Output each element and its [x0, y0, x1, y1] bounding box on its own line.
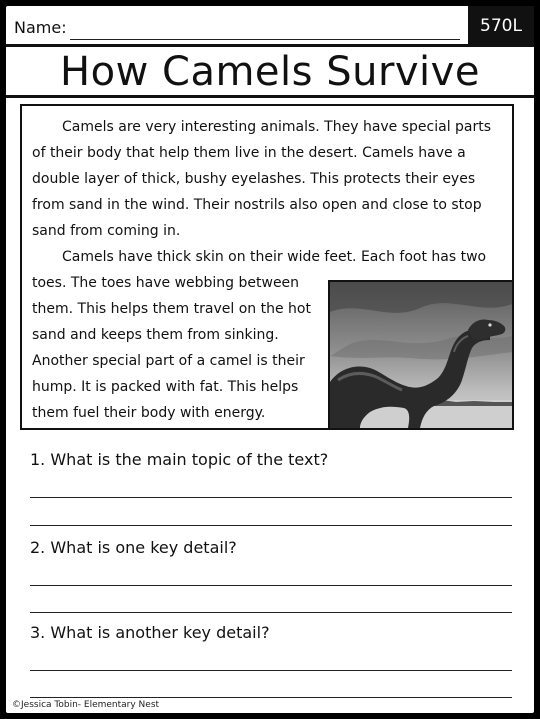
- question-1: 1. What is the main topic of the text?: [30, 450, 329, 469]
- header-row: [6, 6, 534, 44]
- answer-line-3b[interactable]: [30, 697, 512, 698]
- question-2: 2. What is one key detail?: [30, 538, 237, 557]
- camel-photo: [328, 280, 514, 430]
- name-label: Name:: [14, 18, 67, 37]
- answer-line-2b[interactable]: [30, 612, 512, 613]
- title-bar: [6, 44, 534, 98]
- name-line[interactable]: [70, 39, 460, 40]
- reading-passage: [20, 104, 514, 430]
- passage-paragraph-1: Camels are very interesting animals. They have special parts of their body that help them live in the desert. Camels have a double layer of thick, bushy eyelashes. This protects their eyes from sand in the wind. Their nostrils also open and close to stop sand from coming in.: [32, 119, 492, 239]
- passage-paragraph-2-top: Camels have thick skin on their wide feet. Each foot has two: [62, 249, 487, 265]
- question-3: 3. What is another key detail?: [30, 623, 270, 642]
- answer-line-2a[interactable]: [30, 585, 512, 586]
- passage-paragraph-2-wrap: toes. The toes have webbing between them. This helps them travel on the hot sand and keeps them from sinking. Another special part of a camel is their hump. It is packed with fat. This helps them fuel their body with energy.: [32, 275, 311, 421]
- lexile-level-badge: 570L: [468, 6, 534, 44]
- copyright-footer: ©Jessica Tobin- Elementary Nest: [12, 700, 160, 710]
- answer-line-1a[interactable]: [30, 497, 512, 498]
- answer-line-3a[interactable]: [30, 670, 512, 671]
- page-title: How Camels Survive: [60, 49, 480, 95]
- answer-line-1b[interactable]: [30, 525, 512, 526]
